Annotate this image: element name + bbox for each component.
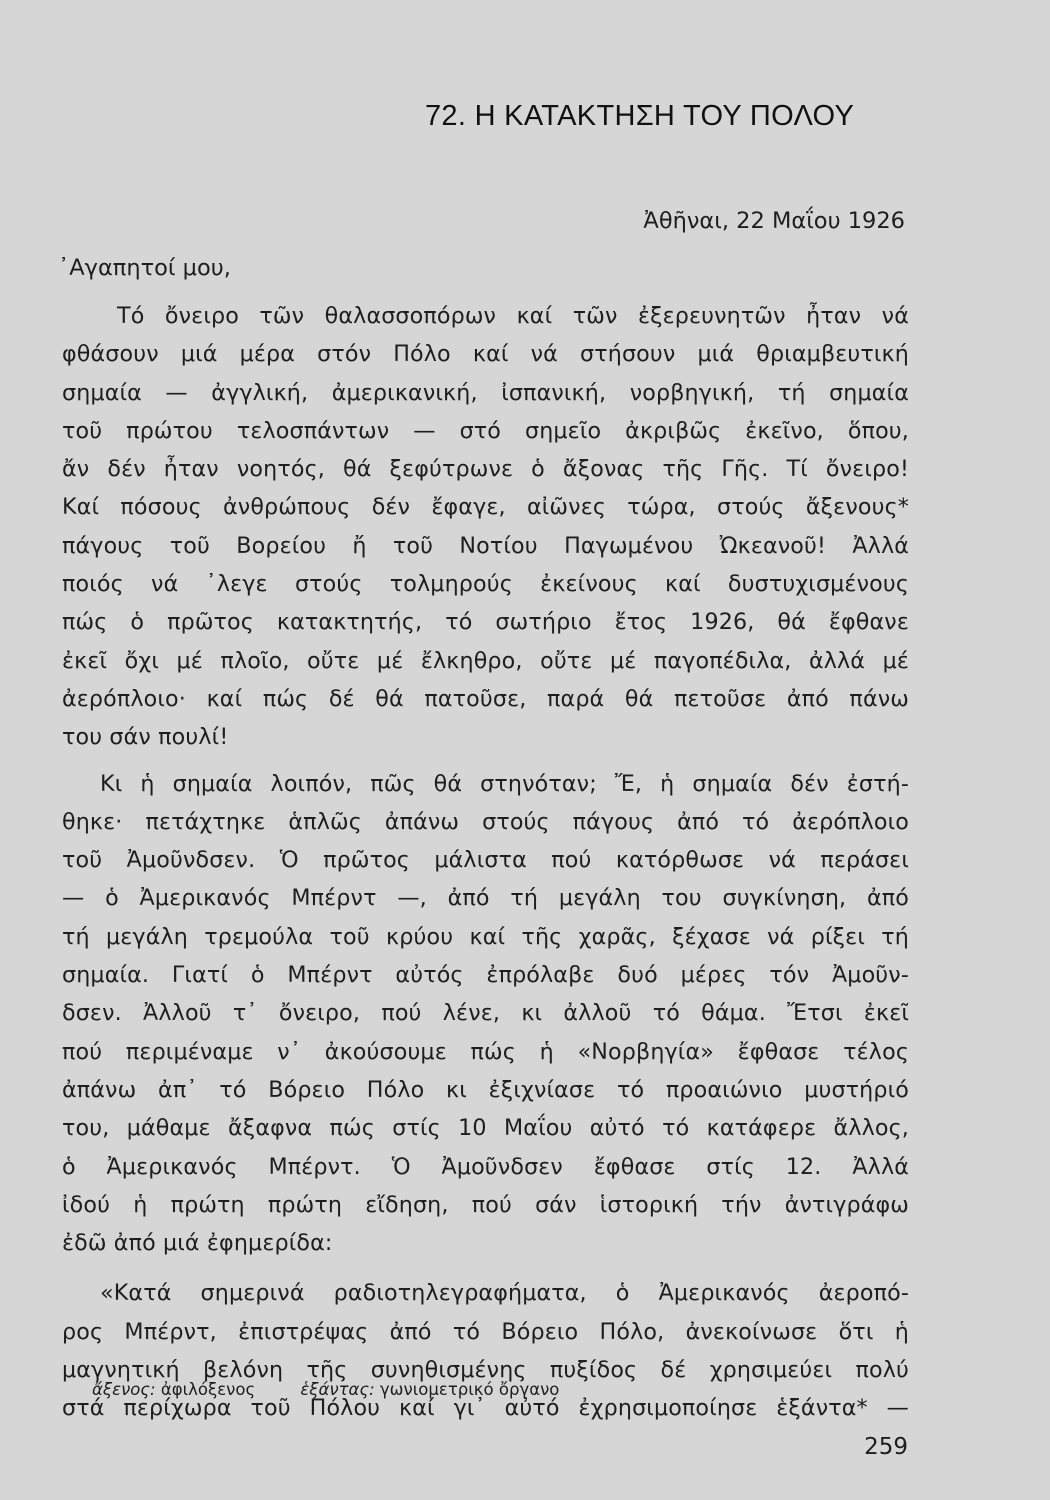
text-line: μαγνητική βελόνη τῆς συνηθισμένης πυξίδος δέ χρησιμεύει πολύ [62, 1357, 909, 1384]
text-line: Τό ὄνειρο τῶν θαλασσοπόρων καί τῶν ἐξερευνητῶν ἦταν νά [117, 303, 909, 329]
text-line: ἰδού ἡ πρώτη πρώτη εἴδηση, πού σάν ἱστορική τήν ἀντιγράφω [62, 1191, 909, 1218]
text-line: πάγους τοῦ Βορείου ἤ τοῦ Νοτίου Παγωμένου Ὠκεανοῦ! Ἀλλά [62, 532, 909, 559]
chapter-title: 72. Η ΚΑΤΑΚΤΗΣΗ ΤΟΥ ΠΟΛΟΥ [425, 100, 855, 132]
paragraph-1 [62, 297, 909, 757]
footnote-term: ἄξενος: [92, 1380, 156, 1399]
quoted-news-paragraph [62, 1274, 909, 1427]
text-line: του, μάθαμε ἄξαφνα πώς στίς 10 Μαΐου αὐτό τό κατάφερε ἄλλος, [62, 1115, 909, 1142]
text-line: ἐδῶ ἀπό μιά ἐφημερίδα: [62, 1230, 333, 1257]
text-line: σημαία. Γιατί ὁ Μπέρντ αὐτός ἐπρόλαβε δυό μέρες τόν Ἀμοῦν- [62, 962, 909, 989]
text-line: ποιός νά ᾽λεγε στούς τολμηρούς ἐκείνους καί δυστυχισμένους [62, 571, 909, 598]
footnote-definition: ἀφιλόξενος [160, 1380, 256, 1399]
text-line: ὁ Ἀμερικανός Μπέρντ. Ὁ Ἀμοῦνδσεν ἔφθασε στίς 12. Ἀλλά [62, 1153, 909, 1180]
text-line: ἀπάνω ἀπ᾽ τό Βόρειο Πόλο κι ἐξιχνίασε τό προαιώνιο μυστήριό [62, 1076, 909, 1103]
footnote-term: ἑξάντας: [300, 1380, 375, 1399]
text-line: τοῦ Ἀμοῦνδσεν. Ὁ πρῶτος μάλιστα πού κατόρθωσε νά περάσει [62, 847, 909, 874]
text-line: ρος Μπέρντ, ἐπιστρέψας ἀπό τό Βόρειο Πόλο, ἀνεκοίνωσε ὅτι ἡ [62, 1318, 909, 1345]
text-line: ἐκεῖ ὄχι μέ πλοῖο, οὔτε μέ ἔλκηθρο, οὔτε μέ παγοπέδιλα, ἀλλά μέ [62, 647, 909, 674]
text-line: Καί πόσους ἀνθρώπους δέν ἔφαγε, αἰῶνες τώρα, στούς ἄξενους* [62, 494, 909, 521]
letter-salutation: ᾽Αγαπητοί μου, [58, 255, 231, 281]
footnote [92, 1380, 260, 1399]
text-line: τή μεγάλη τρεμούλα τοῦ κρύου καί τῆς χαρᾶς, ξέχασε νά ρίξει τή [62, 923, 909, 950]
footnote [300, 1380, 559, 1399]
text-line: «Κατά σημερινά ραδιοτηλεγραφήματα, ὁ Ἀμερικανός ἀεροπό- [100, 1280, 909, 1307]
text-line: του σάν πουλί! [62, 724, 229, 751]
letter-dateline: Ἀθῆναι, 22 Μαΐου 1926 [643, 208, 905, 234]
text-line: πού περιμέναμε ν᾽ ἀκούσουμε πώς ἡ «Νορβηγία» ἔφθασε τέλος [62, 1038, 909, 1065]
text-line: πώς ὁ πρῶτος κατακτητής, τό σωτήριο ἔτος 1926, θά ἔφθανε [62, 609, 909, 636]
text-line: σημαία — ἀγγλική, ἀμερικανική, ἰσπανική, νορβηγική, τή σημαία [62, 379, 909, 406]
footnote-definition: γωνιομετρικό ὄργανο [379, 1380, 560, 1399]
paragraph-2 [62, 765, 909, 1263]
text-line: ἄν δέν ἦταν νοητός, θά ξεφύτρωνε ὁ ἄξονας τῆς Γῆς. Τί ὄνειρο! [62, 456, 909, 483]
text-line: θηκε· πετάχτηκε ἁπλῶς ἀπάνω στούς πάγους ἀπό τό ἀερόπλοιο [62, 808, 909, 835]
text-line: τοῦ πρώτου τελοσπάντων — στό σημεῖο ἀκριβῶς ἐκεῖνο, ὅπου, [62, 417, 909, 444]
text-line: Κι ἡ σημαία λοιπόν, πῶς θά στηνόταν; Ἔ, ἡ σημαία δέν ἐστή- [100, 770, 909, 797]
text-line: δσεν. Ἀλλοῦ τ᾽ ὄνειρο, πού λένε, κι ἀλλοῦ τό θάμα. Ἔτσι ἐκεῖ [62, 1000, 909, 1027]
letter-body [62, 297, 909, 1428]
page-number: 259 [864, 1434, 908, 1460]
text-line: ἀερόπλοιο· καί πώς δέ θά πατοῦσε, παρά θά πετοῦσε ἀπό πάνω [62, 685, 909, 712]
text-line: φθάσουν μιά μέρα στόν Πόλο καί νά στήσουν μιά θριαμβευτική [62, 341, 909, 368]
text-line: στά περίχωρα τοῦ Πόλου καί γι᾽ αὐτό ἐχρησιμοποίησε ἑξάντα* — [62, 1395, 909, 1422]
glossary-footnotes [92, 1380, 559, 1399]
text-line: — ὁ Ἀμερικανός Μπέρντ —, ἀπό τή μεγάλη του συγκίνηση, ἀπό [62, 885, 909, 912]
